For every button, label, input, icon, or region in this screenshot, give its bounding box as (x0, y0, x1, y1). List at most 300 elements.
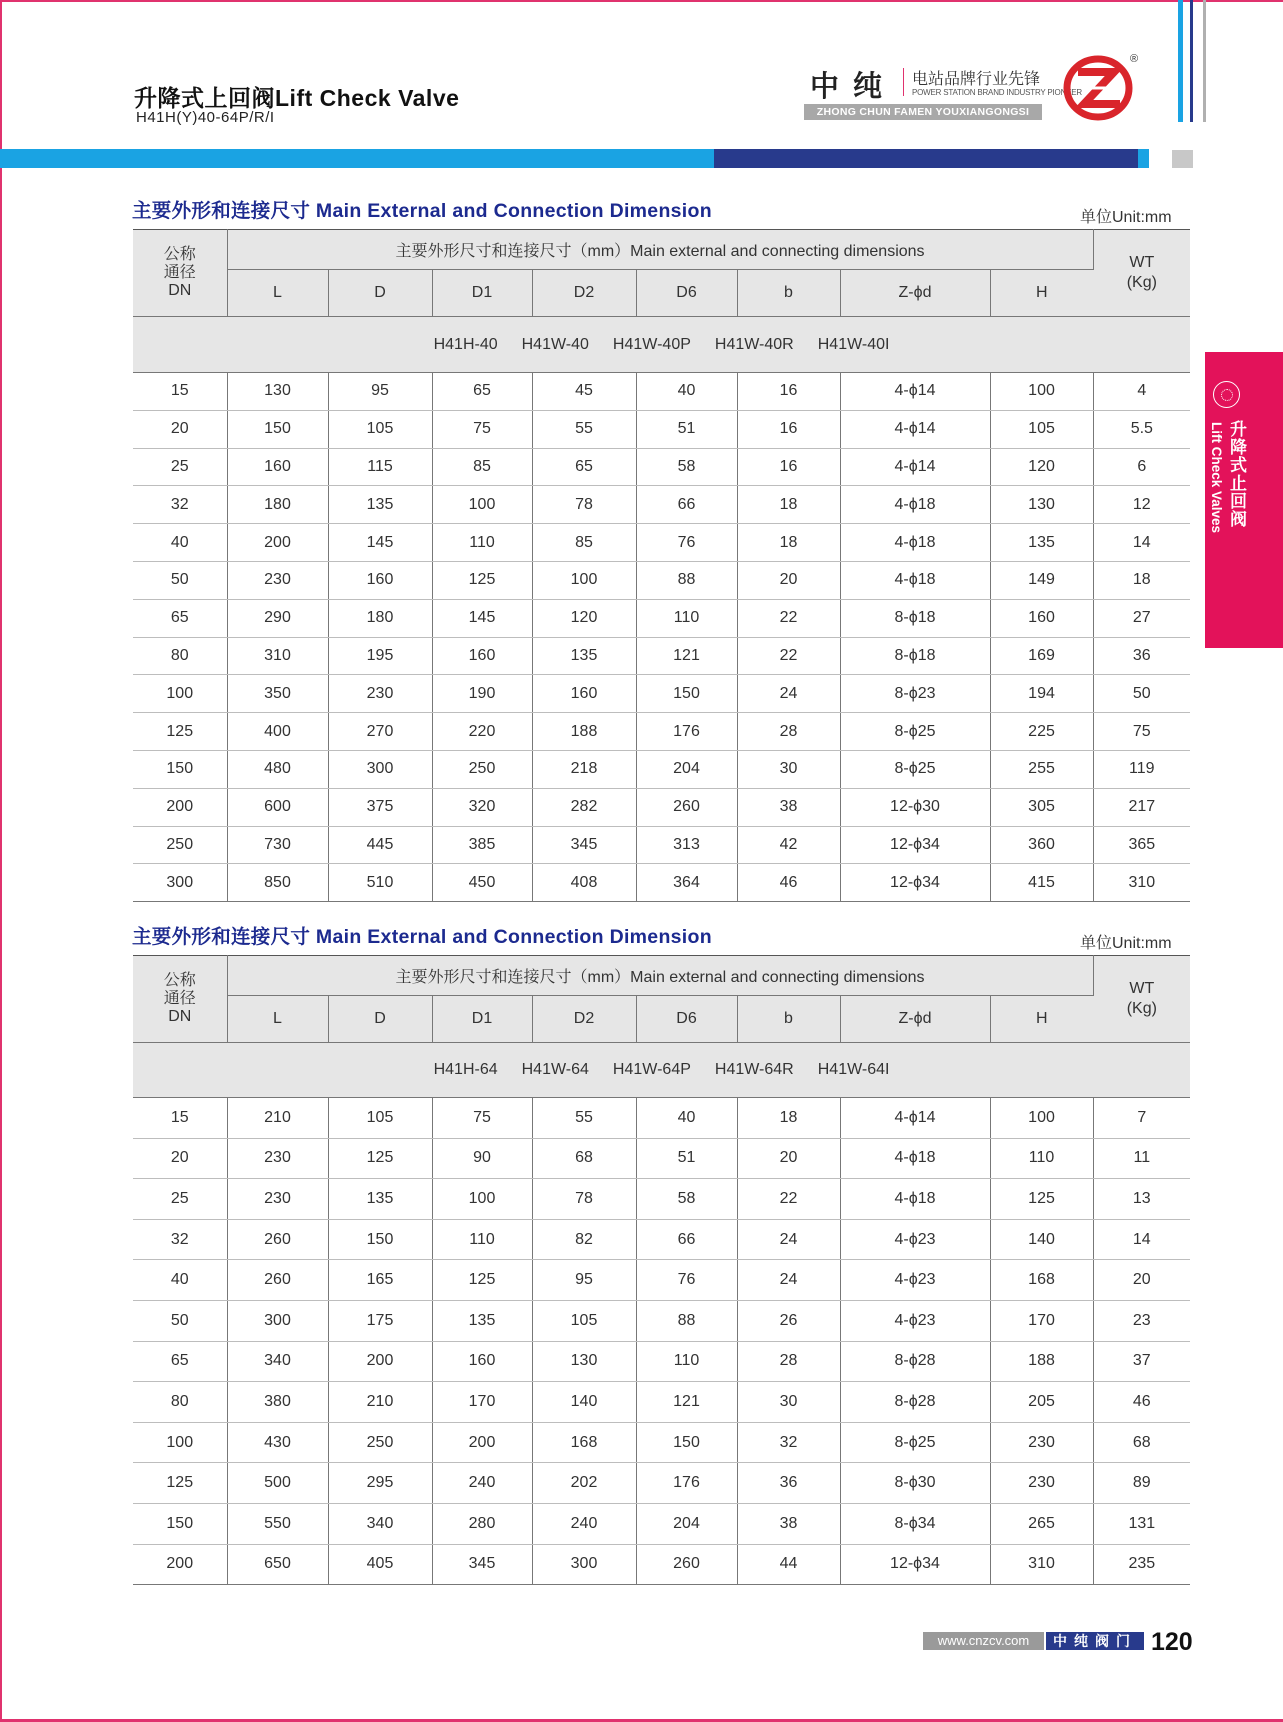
table-cell: 6 (1093, 448, 1190, 486)
page-title: 升降式上回阀Lift Check Valve (134, 85, 460, 111)
table-cell: 105 (328, 1098, 432, 1139)
table-cell: 32 (737, 1422, 840, 1463)
table-cell: 145 (432, 599, 532, 637)
table-cell: 36 (737, 1463, 840, 1504)
table-cell: 20 (1093, 1260, 1190, 1301)
table-cell: 25 (133, 1179, 227, 1220)
table-cell: 140 (990, 1219, 1093, 1260)
table-cell: 18 (1093, 561, 1190, 599)
table-cell: 415 (990, 864, 1093, 902)
table-cell: 250 (328, 1422, 432, 1463)
table-cell: 168 (532, 1422, 636, 1463)
weight-header-line: WT (1129, 980, 1155, 997)
table-cell: 310 (1093, 864, 1190, 902)
table-cell: 8-ϕ18 (840, 637, 990, 675)
table-cell: 169 (990, 637, 1093, 675)
table-cell: 210 (328, 1382, 432, 1423)
table-cell: 230 (990, 1463, 1093, 1504)
table-cell: 110 (636, 599, 737, 637)
table-cell: 65 (532, 448, 636, 486)
dn-header (133, 956, 227, 1043)
table-cell: 4-ϕ18 (840, 1138, 990, 1179)
dimensions-group-header: 主要外形尺寸和连接尺寸（mm）Main external and connecting dimensions (227, 956, 1093, 996)
table-cell: 88 (636, 1300, 737, 1341)
table-cell: 510 (328, 864, 432, 902)
table-cell: 282 (532, 788, 636, 826)
table-cell: 40 (133, 1260, 227, 1301)
table-cell: 150 (133, 1503, 227, 1544)
table-cell: 204 (636, 750, 737, 788)
brand-slogan: 电站品牌行业先锋 (912, 71, 1041, 88)
table-cell: 230 (227, 1179, 328, 1220)
table-cell: 8-ϕ28 (840, 1382, 990, 1423)
table-cell: 32 (133, 486, 227, 524)
table-cell: 202 (532, 1463, 636, 1504)
table-row (133, 1219, 1190, 1260)
table-cell: 260 (636, 788, 737, 826)
model-list (133, 317, 1190, 373)
table-row (133, 750, 1190, 788)
table-cell: 340 (328, 1503, 432, 1544)
table-cell: 375 (328, 788, 432, 826)
table-cell: 55 (532, 410, 636, 448)
table-cell: 4-ϕ18 (840, 1179, 990, 1220)
table-cell: 160 (432, 637, 532, 675)
column-header: b (737, 996, 840, 1043)
table-cell: 200 (133, 1544, 227, 1585)
table-cell: 450 (432, 864, 532, 902)
table-cell: 305 (990, 788, 1093, 826)
table-cell: 42 (737, 826, 840, 864)
table-cell: 14 (1093, 524, 1190, 562)
column-header: b (737, 270, 840, 317)
dn-header (133, 230, 227, 317)
table-cell: 8-ϕ25 (840, 713, 990, 751)
table-cell: 65 (133, 1341, 227, 1382)
table-cell: 550 (227, 1503, 328, 1544)
deco-line-cyan (1178, 0, 1183, 122)
dimensions-group-header: 主要外形尺寸和连接尺寸（mm）Main external and connecting dimensions (227, 230, 1093, 270)
weight-header (1093, 956, 1190, 1043)
table-cell: 68 (1093, 1422, 1190, 1463)
table-cell: 400 (227, 713, 328, 751)
column-header: H (990, 996, 1093, 1043)
table-cell: 68 (532, 1138, 636, 1179)
dimension-table-64 (133, 955, 1190, 1585)
registered-mark: ® (1130, 53, 1139, 65)
table-cell: 300 (133, 864, 227, 902)
table-row (133, 713, 1190, 751)
footer-url: www.cnzcv.com (923, 1632, 1044, 1650)
table-cell: 204 (636, 1503, 737, 1544)
table-cell: 90 (432, 1138, 532, 1179)
table-cell: 190 (432, 675, 532, 713)
table-cell: 270 (328, 713, 432, 751)
table-cell: 38 (737, 1503, 840, 1544)
table-cell: 82 (532, 1219, 636, 1260)
model-code: H41W-64R (714, 1061, 794, 1078)
table-cell: 20 (133, 410, 227, 448)
table-cell: 230 (990, 1422, 1093, 1463)
table-cell: 110 (636, 1341, 737, 1382)
table-row (133, 486, 1190, 524)
table-cell: 119 (1093, 750, 1190, 788)
table-cell: 4-ϕ23 (840, 1300, 990, 1341)
table-row (133, 1179, 1190, 1220)
table-cell: 75 (432, 410, 532, 448)
table-cell: 125 (328, 1138, 432, 1179)
table-cell: 75 (432, 1098, 532, 1139)
table-cell: 150 (636, 1422, 737, 1463)
valve-emblem-icon (1213, 381, 1240, 408)
table-cell: 12-ϕ34 (840, 1544, 990, 1585)
column-header: D1 (432, 996, 532, 1043)
side-tab-label-cn: 升降式止回阀 (1227, 420, 1246, 528)
table-row (133, 1138, 1190, 1179)
table-cell: 51 (636, 1138, 737, 1179)
table-cell: 4-ϕ18 (840, 524, 990, 562)
table-cell: 23 (1093, 1300, 1190, 1341)
table-cell: 310 (990, 1544, 1093, 1585)
table-cell: 4 (1093, 373, 1190, 411)
table-cell: 650 (227, 1544, 328, 1585)
table-cell: 176 (636, 1463, 737, 1504)
table-cell: 135 (532, 637, 636, 675)
table-row (133, 599, 1190, 637)
table-cell: 125 (432, 561, 532, 599)
table-cell: 100 (133, 675, 227, 713)
table-cell: 20 (737, 1138, 840, 1179)
table-cell: 65 (432, 373, 532, 411)
table-cell: 76 (636, 1260, 737, 1301)
column-header: D6 (636, 270, 737, 317)
table-cell: 58 (636, 448, 737, 486)
table-cell: 125 (432, 1260, 532, 1301)
table-cell: 95 (532, 1260, 636, 1301)
table-cell: 165 (328, 1260, 432, 1301)
table-cell: 8-ϕ25 (840, 1422, 990, 1463)
section-title-64: 主要外形和连接尺寸 Main External and Connection Dimension (132, 926, 712, 948)
table-cell: 16 (737, 373, 840, 411)
table-cell: 8-ϕ18 (840, 599, 990, 637)
table-cell: 340 (227, 1341, 328, 1382)
table-cell: 300 (328, 750, 432, 788)
table-cell: 24 (737, 1260, 840, 1301)
table-cell: 500 (227, 1463, 328, 1504)
table-cell: 200 (432, 1422, 532, 1463)
table-cell: 217 (1093, 788, 1190, 826)
table-cell: 66 (636, 1219, 737, 1260)
table-cell: 8-ϕ23 (840, 675, 990, 713)
table-cell: 260 (636, 1544, 737, 1585)
table-cell: 110 (990, 1138, 1093, 1179)
column-header: D1 (432, 270, 532, 317)
table-cell: 140 (532, 1382, 636, 1423)
column-header: D (328, 270, 432, 317)
table-cell: 125 (133, 1463, 227, 1504)
model-code: H41W-64P (612, 1061, 691, 1078)
table-row (133, 1260, 1190, 1301)
table-cell: 50 (1093, 675, 1190, 713)
table-cell: 4-ϕ14 (840, 1098, 990, 1139)
table-cell: 135 (328, 486, 432, 524)
weight-header-line: WT (1129, 254, 1155, 271)
table-cell: 180 (328, 599, 432, 637)
table-cell: 15 (133, 373, 227, 411)
table-cell: 32 (133, 1219, 227, 1260)
table-cell: 160 (432, 1341, 532, 1382)
table-cell: 445 (328, 826, 432, 864)
table-cell: 36 (1093, 637, 1190, 675)
table-cell: 16 (737, 410, 840, 448)
company-logo-icon (1062, 50, 1142, 122)
table-cell: 12-ϕ34 (840, 826, 990, 864)
table-cell: 85 (532, 524, 636, 562)
page-number: 120 (1151, 1628, 1193, 1656)
table-row (133, 1503, 1190, 1544)
table-cell: 51 (636, 410, 737, 448)
table-cell: 150 (328, 1219, 432, 1260)
model-code: H41W-64 (521, 1061, 589, 1078)
table-cell: 8-ϕ25 (840, 750, 990, 788)
table-cell: 13 (1093, 1179, 1190, 1220)
table-cell: 168 (990, 1260, 1093, 1301)
table-cell: 65 (133, 599, 227, 637)
table-cell: 345 (432, 1544, 532, 1585)
table-cell: 125 (133, 713, 227, 751)
table-cell: 95 (328, 373, 432, 411)
table-cell: 50 (133, 1300, 227, 1341)
table-cell: 110 (432, 524, 532, 562)
table-cell: 4-ϕ18 (840, 561, 990, 599)
table-cell: 58 (636, 1179, 737, 1220)
table-cell: 22 (737, 599, 840, 637)
table-row (133, 1098, 1190, 1139)
table-cell: 205 (990, 1382, 1093, 1423)
page-frame-top (0, 0, 1283, 2)
header-band-navy (714, 149, 1138, 168)
table-row (133, 410, 1190, 448)
model-code: H41W-40I (817, 335, 890, 353)
table-cell: 89 (1093, 1463, 1190, 1504)
model-list (133, 1043, 1190, 1098)
table-row (133, 524, 1190, 562)
table-cell: 8-ϕ28 (840, 1341, 990, 1382)
table-cell: 850 (227, 864, 328, 902)
column-header: D (328, 996, 432, 1043)
table-row (133, 637, 1190, 675)
table-cell: 160 (328, 561, 432, 599)
section-title-40: 主要外形和连接尺寸 Main External and Connection Dimension (132, 200, 712, 222)
table-cell: 105 (990, 410, 1093, 448)
column-header: D2 (532, 270, 636, 317)
table-cell: 130 (532, 1341, 636, 1382)
table-cell: 130 (227, 373, 328, 411)
table-row (133, 1544, 1190, 1585)
table-cell: 408 (532, 864, 636, 902)
table-cell: 26 (737, 1300, 840, 1341)
table-cell: 12-ϕ30 (840, 788, 990, 826)
table-cell: 27 (1093, 599, 1190, 637)
side-tab-label (1209, 420, 1249, 533)
table-cell: 345 (532, 826, 636, 864)
table-cell: 230 (227, 1138, 328, 1179)
table-cell: 100 (990, 373, 1093, 411)
table-cell: 176 (636, 713, 737, 751)
table-cell: 250 (432, 750, 532, 788)
table-cell: 45 (532, 373, 636, 411)
table-cell: 28 (737, 1341, 840, 1382)
table-cell: 255 (990, 750, 1093, 788)
table-cell: 50 (133, 561, 227, 599)
table-row (133, 1382, 1190, 1423)
model-code: H41W-64I (817, 1061, 890, 1078)
table-cell: 360 (990, 826, 1093, 864)
table-cell: 125 (990, 1179, 1093, 1220)
table-cell: 66 (636, 486, 737, 524)
table-cell: 25 (133, 448, 227, 486)
weight-header-line: (Kg) (1126, 1000, 1157, 1017)
table-row (133, 1300, 1190, 1341)
table-cell: 260 (227, 1219, 328, 1260)
table-cell: 130 (990, 486, 1093, 524)
table-cell: 150 (133, 750, 227, 788)
table-cell: 40 (636, 373, 737, 411)
table-cell: 149 (990, 561, 1093, 599)
table-cell: 220 (432, 713, 532, 751)
table-cell: 18 (737, 1098, 840, 1139)
table-cell: 20 (133, 1138, 227, 1179)
dn-header-line: 通径 (163, 990, 196, 1007)
table-cell: 100 (532, 561, 636, 599)
dn-header-line: DN (168, 282, 192, 299)
weight-header (1093, 230, 1190, 317)
column-header: L (227, 270, 328, 317)
table-row (133, 1341, 1190, 1382)
brand-name: 中纯 (810, 71, 897, 103)
table-cell: 265 (990, 1503, 1093, 1544)
table-cell: 7 (1093, 1098, 1190, 1139)
page-subtitle: H41H(Y)40-64P/R/I (136, 109, 275, 126)
table-cell: 135 (328, 1179, 432, 1220)
table-cell: 218 (532, 750, 636, 788)
table-cell: 4-ϕ14 (840, 448, 990, 486)
table-cell: 175 (328, 1300, 432, 1341)
table-cell: 14 (1093, 1219, 1190, 1260)
table-cell: 210 (227, 1098, 328, 1139)
table-cell: 44 (737, 1544, 840, 1585)
table-cell: 320 (432, 788, 532, 826)
table-row (133, 826, 1190, 864)
table-cell: 80 (133, 1382, 227, 1423)
table-cell: 188 (532, 713, 636, 751)
table-cell: 115 (328, 448, 432, 486)
table-cell: 170 (432, 1382, 532, 1423)
table-cell: 188 (990, 1341, 1093, 1382)
table-cell: 100 (133, 1422, 227, 1463)
header-band-cyan (0, 149, 714, 168)
model-code: H41H-40 (433, 335, 498, 353)
table-cell: 135 (990, 524, 1093, 562)
table-cell: 110 (432, 1219, 532, 1260)
table-cell: 225 (990, 713, 1093, 751)
deco-line-navy (1190, 0, 1193, 122)
table-row (133, 1463, 1190, 1504)
table-cell: 235 (1093, 1544, 1190, 1585)
table-cell: 290 (227, 599, 328, 637)
dn-header-line: 通径 (163, 264, 196, 281)
deco-line-gray (1203, 0, 1206, 122)
table-cell: 100 (990, 1098, 1093, 1139)
table-cell: 180 (227, 486, 328, 524)
table-cell: 4-ϕ14 (840, 410, 990, 448)
model-code: H41W-40R (714, 335, 794, 353)
side-tab-label-en: Lift Check Valves (1209, 422, 1224, 534)
table-cell: 5.5 (1093, 410, 1190, 448)
table-cell: 120 (990, 448, 1093, 486)
table-row (133, 373, 1190, 411)
table-cell: 730 (227, 826, 328, 864)
table-cell: 18 (737, 486, 840, 524)
table-cell: 195 (328, 637, 432, 675)
table-cell: 194 (990, 675, 1093, 713)
table-cell: 40 (133, 524, 227, 562)
brand-slogan-en: POWER STATION BRAND INDUSTRY PIONEER (912, 88, 1083, 97)
table-cell: 46 (1093, 1382, 1190, 1423)
table-cell: 76 (636, 524, 737, 562)
model-code: H41H-64 (433, 1061, 498, 1078)
brand-divider (903, 68, 904, 96)
table-cell: 135 (432, 1300, 532, 1341)
table-cell: 480 (227, 750, 328, 788)
table-cell: 150 (227, 410, 328, 448)
table-cell: 280 (432, 1503, 532, 1544)
table-cell: 8-ϕ30 (840, 1463, 990, 1504)
table-row (133, 864, 1190, 902)
table-row (133, 561, 1190, 599)
dn-header-line: 公称 (163, 972, 196, 989)
table-cell: 170 (990, 1300, 1093, 1341)
table-cell: 295 (328, 1463, 432, 1504)
table-cell: 12 (1093, 486, 1190, 524)
table-row (133, 788, 1190, 826)
table-cell: 200 (133, 788, 227, 826)
column-header: Z-ϕd (840, 270, 990, 317)
table-cell: 22 (737, 637, 840, 675)
table-cell: 40 (636, 1098, 737, 1139)
table-cell: 78 (532, 1179, 636, 1220)
table-row (133, 448, 1190, 486)
table-cell: 24 (737, 1219, 840, 1260)
table-row (133, 1422, 1190, 1463)
table-cell: 364 (636, 864, 737, 902)
dimension-table-40 (133, 229, 1190, 902)
table-cell: 78 (532, 486, 636, 524)
table-cell: 24 (737, 675, 840, 713)
table-cell: 30 (737, 750, 840, 788)
page-frame-left (0, 0, 2, 1722)
table-row (133, 675, 1190, 713)
column-header: H (990, 270, 1093, 317)
table-cell: 30 (737, 1382, 840, 1423)
table-cell: 88 (636, 561, 737, 599)
table-cell: 131 (1093, 1503, 1190, 1544)
column-header: D6 (636, 996, 737, 1043)
footer-brand: 中纯阀门 (1046, 1632, 1144, 1650)
table-cell: 16 (737, 448, 840, 486)
column-header: D2 (532, 996, 636, 1043)
table-cell: 8-ϕ34 (840, 1503, 990, 1544)
